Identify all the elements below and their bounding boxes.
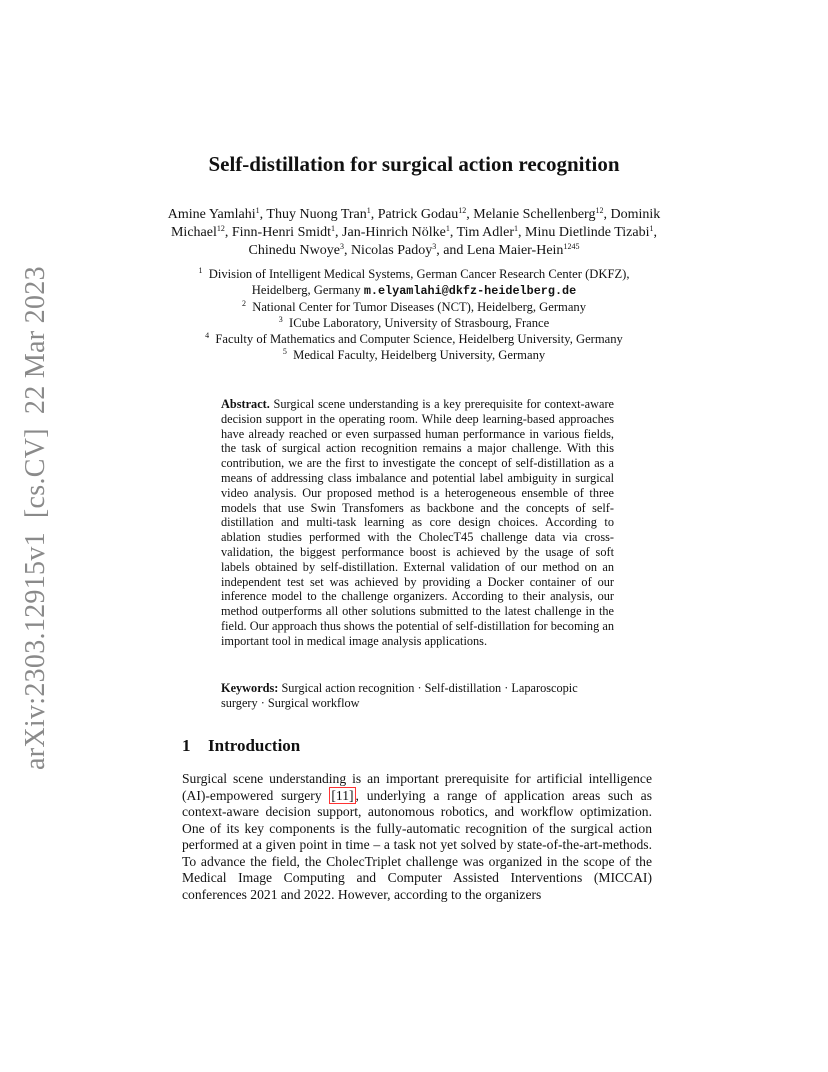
author-name: Lena Maier-Hein bbox=[466, 243, 564, 258]
author-affiliation-sup: 12 bbox=[216, 224, 225, 233]
intro-paragraph: Surgical scene understanding is an important prerequisite for artificial intelligence (AI)-empowered surgery [11] , underlying a range of application areas such as context-aware decision support, autonomous robotics, and workflow optimization. One of its key components is the fully-automatic recognition of the surgical action performed at a given point in time – a task not yet solved by state-of-the-art-methods. To advance the field, the CholecTriplet challenge was organized in the scope of the Medical Image Computing and Computer Assisted Interventions (MICCAI) conferences 2021 and 2022. However, according to the organizers bbox=[182, 771, 652, 902]
paper-title: Self-distillation for surgical action recognition bbox=[208, 152, 620, 176]
author-name: Tim Adler bbox=[456, 225, 515, 240]
abstract bbox=[221, 397, 614, 649]
author-affiliation-sup: 1 bbox=[366, 206, 371, 215]
abstract-text: Surgical scene understanding is a key prerequisite for context-aware decision support in the operating room. While deep learning-based approaches have already reached or even surpassed human performance in various fields, the task of surgical action recognition remains a major challenge. With this contribution, we are the first to investigate the concept of self-distillation as a means of addressing class imbalance and potential label ambiguity in surgical video analysis. Our proposed method is a heterogeneous ensemble of three models that use Swin Transfomers as backbone and the concepts of self-distillation and multi-task learning as core design choices. According to ablation studies performed with the CholecT45 challenge data via cross-validation, the biggest performance boost is achieved by the usage of soft labels obtained by self-distillation. External validation of our method on an independent test set was achieved by providing a Docker container of our inference model to the challenge organizers. According to their analysis, our method outperforms all other solutions submitted to the latest challenge in the field. Our approach thus shows the potential of self-distillation for becoming an important tool in medical image analysis applications. bbox=[221, 397, 615, 648]
affiliation-1: $^1$ Division of Intelligent Medical Systems, German Cancer Research Center (DKFZ), bbox=[198, 266, 630, 281]
author-affiliation-sup: 1 bbox=[514, 224, 519, 233]
author-name: Nicolas Padoy bbox=[350, 243, 433, 258]
affiliation-4: $^4$ Faculty of Mathematics and Computer Science, Heidelberg University, Germany bbox=[205, 331, 623, 346]
citation-link[interactable]: [11] bbox=[331, 787, 354, 803]
section-heading bbox=[182, 736, 652, 756]
section-title: Introduction bbox=[208, 736, 301, 755]
arxiv-date: 22 Mar 2023 bbox=[20, 266, 51, 415]
affiliation-1-cont: Heidelberg, Germany m.elyamlahi@dkfz-heidelberg.de bbox=[251, 283, 577, 298]
keywords bbox=[221, 681, 614, 711]
author-name: Jan-Hinrich Nölke bbox=[342, 225, 446, 240]
arxiv-stamp bbox=[20, 266, 52, 770]
author-email[interactable]: m.elyamlahi@dkfz-heidelberg.de bbox=[363, 284, 577, 298]
affiliations bbox=[120, 266, 708, 363]
keywords-text: Surgical action recognition · Self-distillation · Laparoscopic surgery · Surgical workflow bbox=[221, 681, 578, 710]
author-name: Amine Yamlahi bbox=[167, 207, 256, 222]
author-name: Thuy Nuong Tran bbox=[266, 207, 367, 222]
author-name: Finn-Henri Smidt bbox=[231, 225, 332, 240]
author-affiliation-sup: 1 bbox=[445, 224, 450, 233]
affiliation-3: $^3$ ICube Laboratory, University of Strasbourg, France bbox=[278, 315, 550, 330]
author-name: Minu Dietlinde Tizabi bbox=[525, 225, 650, 240]
author-affiliation-sup: 3 bbox=[432, 242, 437, 251]
author-affiliation-sup: 1245 bbox=[563, 242, 580, 251]
author-affiliation-sup: 1 bbox=[255, 206, 260, 215]
author-affiliation-sup: 1 bbox=[331, 224, 336, 233]
arxiv-category: [cs.CV] bbox=[20, 428, 51, 519]
author-name: Chinedu Nwoye bbox=[248, 243, 340, 258]
section-number: 1 bbox=[182, 736, 191, 755]
author-affiliation-sup: 12 bbox=[595, 206, 604, 215]
affiliation-2: $^2$ National Center for Tumor Diseases (NCT), Heidelberg, Germany bbox=[241, 299, 587, 314]
affiliation-5: $^5$ Medical Faculty, Heidelberg University, Germany bbox=[282, 347, 546, 362]
author-list: Amine Yamlahi$^1$, Thuy Nuong Tran$^1$, Patrick Godau$^{12}$, Melanie Schellenberg$^{12}$, Dominik Michael$^{12}$, Finn-Henri Smidt$^1$, Jan-Hinrich Nölke$^1$, Tim Adler$^1$, Minu Dietlinde Tizabi$^1$, Chinedu Nwoye$^3$, Nicolas Padoy$^3$, and Lena Maier-Hein$^{1245}$ bbox=[167, 206, 661, 258]
keywords-label: Keywords: bbox=[221, 681, 279, 695]
author-name: Melanie Schellenberg bbox=[473, 207, 596, 222]
author-name: Patrick Godau bbox=[377, 207, 459, 222]
author-affiliation-sup: 1 bbox=[649, 224, 654, 233]
author-name: Dominik Michael bbox=[170, 207, 661, 240]
author-affiliation-sup: 12 bbox=[458, 206, 467, 215]
abstract-label: Abstract. bbox=[221, 397, 270, 411]
author-affiliation-sup: 3 bbox=[339, 242, 344, 251]
arxiv-id[interactable]: arXiv:2303.12915v1 bbox=[20, 532, 51, 770]
